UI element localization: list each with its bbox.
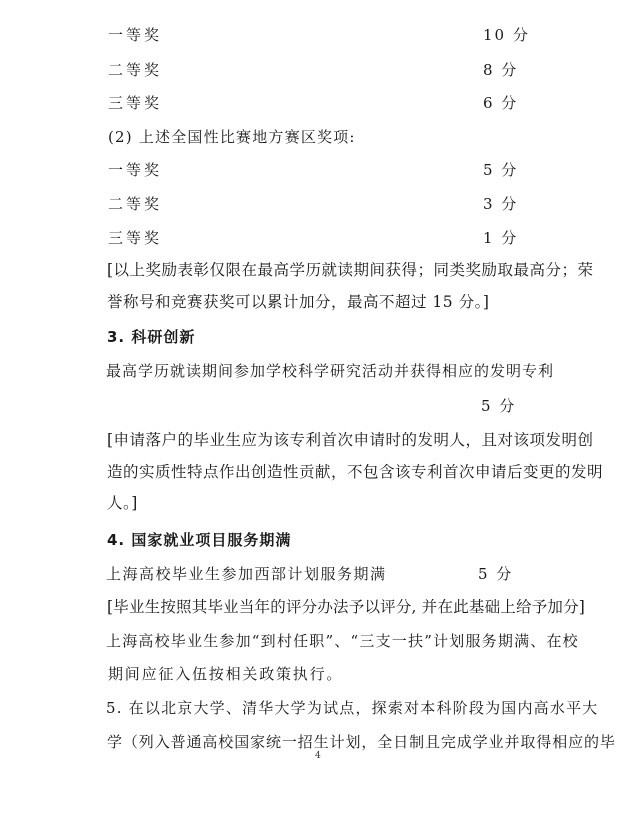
- section3-score: 5 分: [481, 397, 517, 415]
- section3-note-line-2: 造的实质性特点作出创造性贡献，不包含该专利首次申请后变更的发明: [107, 463, 604, 481]
- section4-text2-line-2: 期间应征入伍按相关政策执行。: [108, 665, 344, 683]
- page-number: 4: [315, 751, 321, 761]
- award-a-second-score: 8 分: [483, 61, 519, 79]
- awards-note-line-2: 誉称号和竞赛获奖可以累计加分，最高不超过 15 分。]: [107, 293, 490, 311]
- section4-note: [毕业生按照其毕业当年的评分办法予以评分, 并在此基础上给予加分]: [107, 598, 586, 616]
- section4-heading: 4. 国家就业项目服务期满: [107, 531, 292, 549]
- award-a-first-label: 一等奖: [108, 26, 163, 44]
- award-b-second-score: 3 分: [483, 195, 519, 213]
- award-a-third-score: 6 分: [483, 94, 519, 112]
- section4-text: 上海高校毕业生参加西部计划服务期满: [106, 565, 387, 583]
- awards-note-line-1: [以上奖励表彰仅限在最高学历就读期间获得；同类奖励取最高分；荣: [107, 261, 594, 279]
- item2-heading: (2) 上述全国性比赛地方赛区奖项:: [108, 128, 356, 146]
- section3-note-line-1: [申请落户的毕业生应为该专利首次申请时的发明人，且对该项发明创: [107, 431, 594, 449]
- award-b-third-score: 1 分: [483, 229, 519, 247]
- section5-line-1: 5. 在以北京大学、清华大学为试点，探索对本科阶段为国内高水平大: [106, 699, 599, 717]
- award-b-first-label: 一等奖: [108, 161, 163, 179]
- section4-text2-line-1: 上海高校毕业生参加“到村任职”、“三支一扶”计划服务期满、在校: [106, 632, 579, 650]
- section3-note-line-3: 人。]: [107, 494, 138, 512]
- award-b-first-score: 5 分: [483, 161, 519, 179]
- section5-line-2: 学（列入普通高校国家统一招生计划，全日制且完成学业并取得相应的毕: [107, 733, 616, 751]
- award-b-second-label: 二等奖: [108, 195, 163, 213]
- award-b-third-label: 三等奖: [108, 229, 163, 247]
- award-a-first-score: 10 分: [483, 26, 530, 44]
- award-a-second-label: 二等奖: [108, 61, 163, 79]
- award-a-third-label: 三等奖: [108, 94, 163, 112]
- section3-text: 最高学历就读期间参加学校科学研究活动并获得相应的发明专利: [106, 362, 555, 380]
- section4-score: 5 分: [478, 565, 514, 583]
- section3-heading: 3. 科研创新: [107, 328, 196, 346]
